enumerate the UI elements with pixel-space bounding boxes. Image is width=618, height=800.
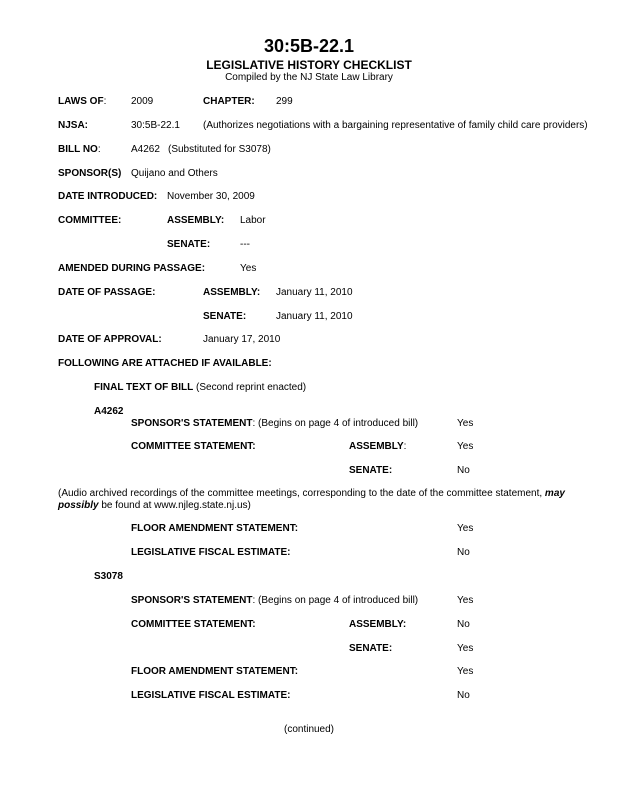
audio-archive-note xyxy=(58,488,606,512)
a4262-fiscal-label: LEGISLATIVE FISCAL ESTIMATE: xyxy=(131,547,291,558)
attached-heading: FOLLOWING ARE ATTACHED IF AVAILABLE: xyxy=(58,358,272,369)
njsa-description: (Authorizes negotiations with a bargaining representative of family child care providers) xyxy=(203,120,588,131)
s3078-committee-label: COMMITTEE STATEMENT: xyxy=(131,619,256,630)
a4262-sponsor-label: SPONSOR'S STATEMENT xyxy=(131,418,253,429)
continued-note: (continued) xyxy=(283,724,335,735)
a4262-sponsor-statement xyxy=(131,418,418,430)
approval-value: January 17, 2010 xyxy=(203,334,281,345)
compiled-by: Compiled by the NJ State Law Library xyxy=(225,72,393,83)
committee-senate-label: SENATE: xyxy=(167,239,211,250)
passage-assembly-label: ASSEMBLY: xyxy=(203,287,261,298)
s3078-floor-value: Yes xyxy=(457,666,474,677)
date-introduced-label: DATE INTRODUCED: xyxy=(58,191,158,202)
njsa-label: NJSA: xyxy=(58,120,89,131)
page-title: 30:5B-22.1 xyxy=(263,36,355,56)
bill-no-label: BILL NO xyxy=(58,144,98,155)
a4262-floor-value: Yes xyxy=(457,523,474,534)
a4262-assembly-field xyxy=(349,441,406,453)
a4262-bill-heading: A4262 xyxy=(94,406,124,417)
s3078-bill-heading: S3078 xyxy=(94,571,123,582)
a4262-senate-value: No xyxy=(457,465,470,476)
final-text-label: FINAL TEXT OF BILL xyxy=(94,382,194,393)
njsa-value: 30:5B-22.1 xyxy=(131,120,180,131)
s3078-floor-label: FLOOR AMENDMENT STATEMENT: xyxy=(131,666,299,677)
a4262-senate-label: SENATE: xyxy=(349,465,393,476)
a4262-committee-label: COMMITTEE STATEMENT: xyxy=(131,441,256,452)
amended-value: Yes xyxy=(240,263,257,274)
sponsors-label: SPONSOR(S) xyxy=(58,168,122,179)
committee-label: COMMITTEE: xyxy=(58,215,122,226)
s3078-senate-label: SENATE: xyxy=(349,643,393,654)
date-introduced-value: November 30, 2009 xyxy=(167,191,255,202)
page-subtitle: LEGISLATIVE HISTORY CHECKLIST xyxy=(206,58,412,72)
a4262-assembly-colon: : xyxy=(403,441,407,452)
final-text-line xyxy=(94,382,306,394)
a4262-fiscal-value: No xyxy=(457,547,470,558)
bill-no-field xyxy=(58,144,101,156)
a4262-sponsor-note: : (Begins on page 4 of introduced bill) xyxy=(252,418,419,429)
s3078-fiscal-label: LEGISLATIVE FISCAL ESTIMATE: xyxy=(131,690,291,701)
passage-senate-value: January 11, 2010 xyxy=(276,311,353,322)
approval-label: DATE OF APPROVAL: xyxy=(58,334,162,345)
audio-note-emphasis: may possibly xyxy=(58,488,565,511)
bill-no-substitution: (Substituted for S3078) xyxy=(168,144,271,155)
laws-of-colon: : xyxy=(103,96,107,107)
chapter-label: CHAPTER: xyxy=(203,96,255,107)
s3078-sponsor-statement xyxy=(131,595,418,607)
s3078-senate-value: Yes xyxy=(457,643,474,654)
s3078-assembly-value: No xyxy=(457,619,470,630)
a4262-assembly-label: ASSEMBLY xyxy=(349,441,404,452)
s3078-fiscal-value: No xyxy=(457,690,470,701)
s3078-sponsor-note: : (Begins on page 4 of introduced bill) xyxy=(252,595,419,606)
laws-of-label: LAWS OF xyxy=(58,96,104,107)
a4262-sponsor-value: Yes xyxy=(457,418,474,429)
s3078-assembly-label: ASSEMBLY: xyxy=(349,619,407,630)
sponsors-value: Quijano and Others xyxy=(131,168,218,179)
laws-of-field xyxy=(58,96,106,108)
audio-note-text: (Audio archived recordings of the committee meetings, corresponding to the date of the committee statement, xyxy=(58,488,545,499)
s3078-sponsor-value: Yes xyxy=(457,595,474,606)
s3078-sponsor-label: SPONSOR'S STATEMENT xyxy=(131,595,253,606)
a4262-floor-label: FLOOR AMENDMENT STATEMENT: xyxy=(131,523,299,534)
passage-senate-label: SENATE: xyxy=(203,311,247,322)
audio-note-url: be found at www.njleg.state.nj.us) xyxy=(98,500,251,511)
bill-no-value: A4262 xyxy=(131,144,160,155)
bill-no-colon: : xyxy=(97,144,101,155)
committee-assembly-value: Labor xyxy=(240,215,266,226)
committee-senate-value: --- xyxy=(240,239,250,250)
final-text-note: (Second reprint enacted) xyxy=(196,382,307,393)
passage-label: DATE OF PASSAGE: xyxy=(58,287,156,298)
amended-label: AMENDED DURING PASSAGE: xyxy=(58,263,206,274)
laws-of-value: 2009 xyxy=(131,96,154,107)
chapter-value: 299 xyxy=(276,96,293,107)
committee-assembly-label: ASSEMBLY: xyxy=(167,215,225,226)
a4262-assembly-value: Yes xyxy=(457,441,474,452)
passage-assembly-value: January 11, 2010 xyxy=(276,287,353,298)
